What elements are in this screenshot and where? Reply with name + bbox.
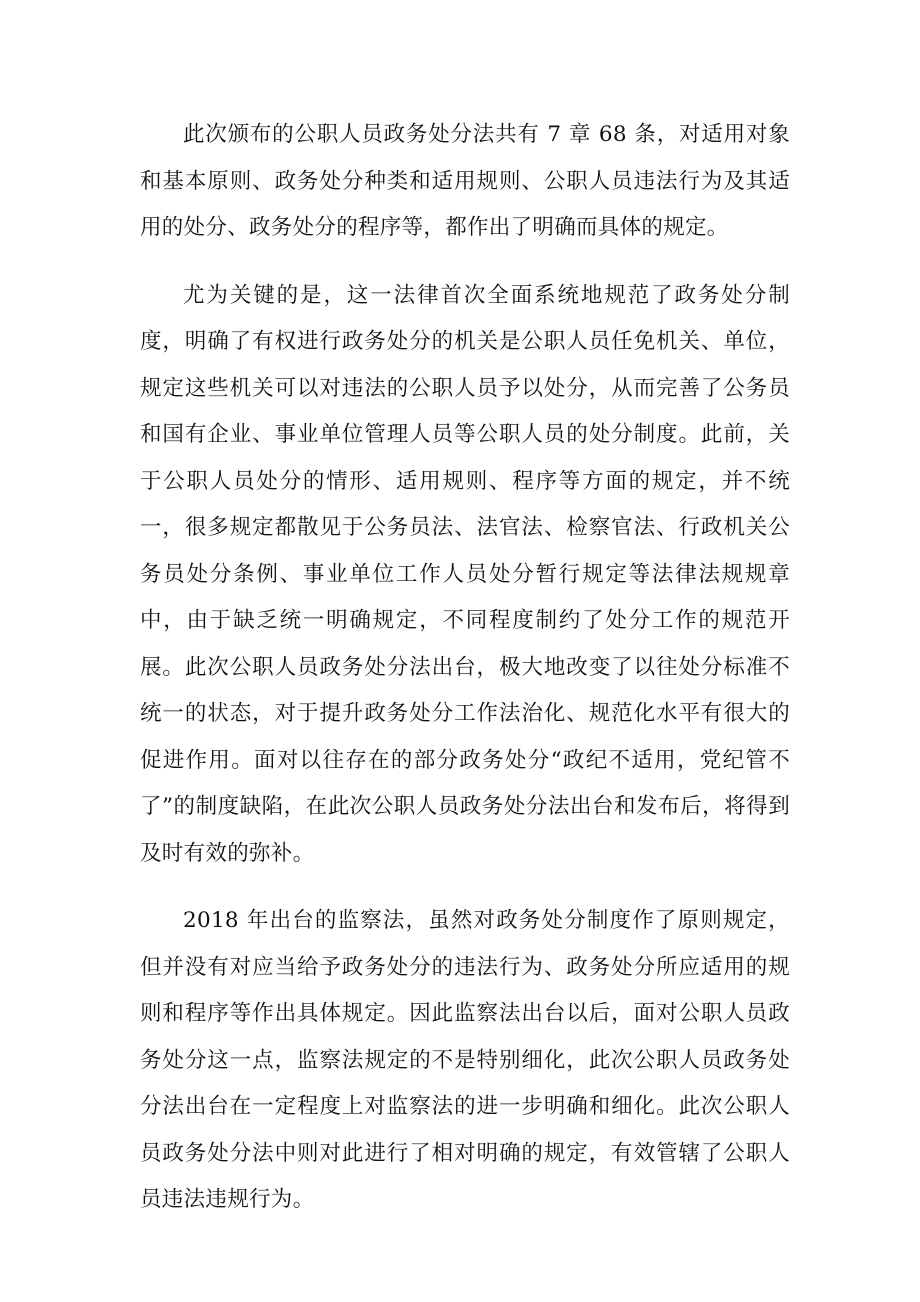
paragraph-1: 此次颁布的公职人员政务处分法共有 7 章 68 条，对适用对象和基本原则、政务处分种类和适用规则、公职人员违法行为及其适用的处分、政务处分的程序等，都作出了明确而具体的规定。 [140, 122, 790, 240]
paragraph-2: 尤为关键的是，这一法律首次全面系统地规范了政务处分制度，明确了有权进行政务处分的机关是公职人员任免机关、单位，规定这些机关可以对违法的公职人员予以处分，从而完善了公务员和国有企业、事业单位管理人员等公职人员的处分制度。此前，关于公职人员处分的情形、适用规则、程序等方面的规定，并不统一，很多规定都散见于公务员法、法官法、检察官法、行政机关公务员处分条例、事业单位工作人员处分暂行规定等法律法规规章中，由于缺乏统一明确规定，不同程度制约了处分工作的规范开展。此次公职人员政务处分法出台，极大地改变了以往处分标准不统一的状态，对于提升政务处分工作法治化、规范化水平有很大的促进作用。面对以往存在的部分政务处分“政纪不适用，党纪管不了”的制度缺陷，在此次公职人员政务处分法出台和发布后，将得到及时有效的弥补。 [140, 282, 790, 866]
paragraph-3: 2018 年出台的监察法，虽然对政务处分制度作了原则规定，但并没有对应当给予政务处分的违法行为、政务处分所应适用的规则和程序等作出具体规定。因此监察法出台以后，面对公职人员政务处分这一点，监察法规定的不是特别细化，此次公职人员政务处分法出台在一定程度上对监察法的进一步明确和细化。此次公职人员政务处分法中则对此进行了相对明确的规定，有效管辖了公职人员违法违规行为。 [140, 908, 790, 1212]
